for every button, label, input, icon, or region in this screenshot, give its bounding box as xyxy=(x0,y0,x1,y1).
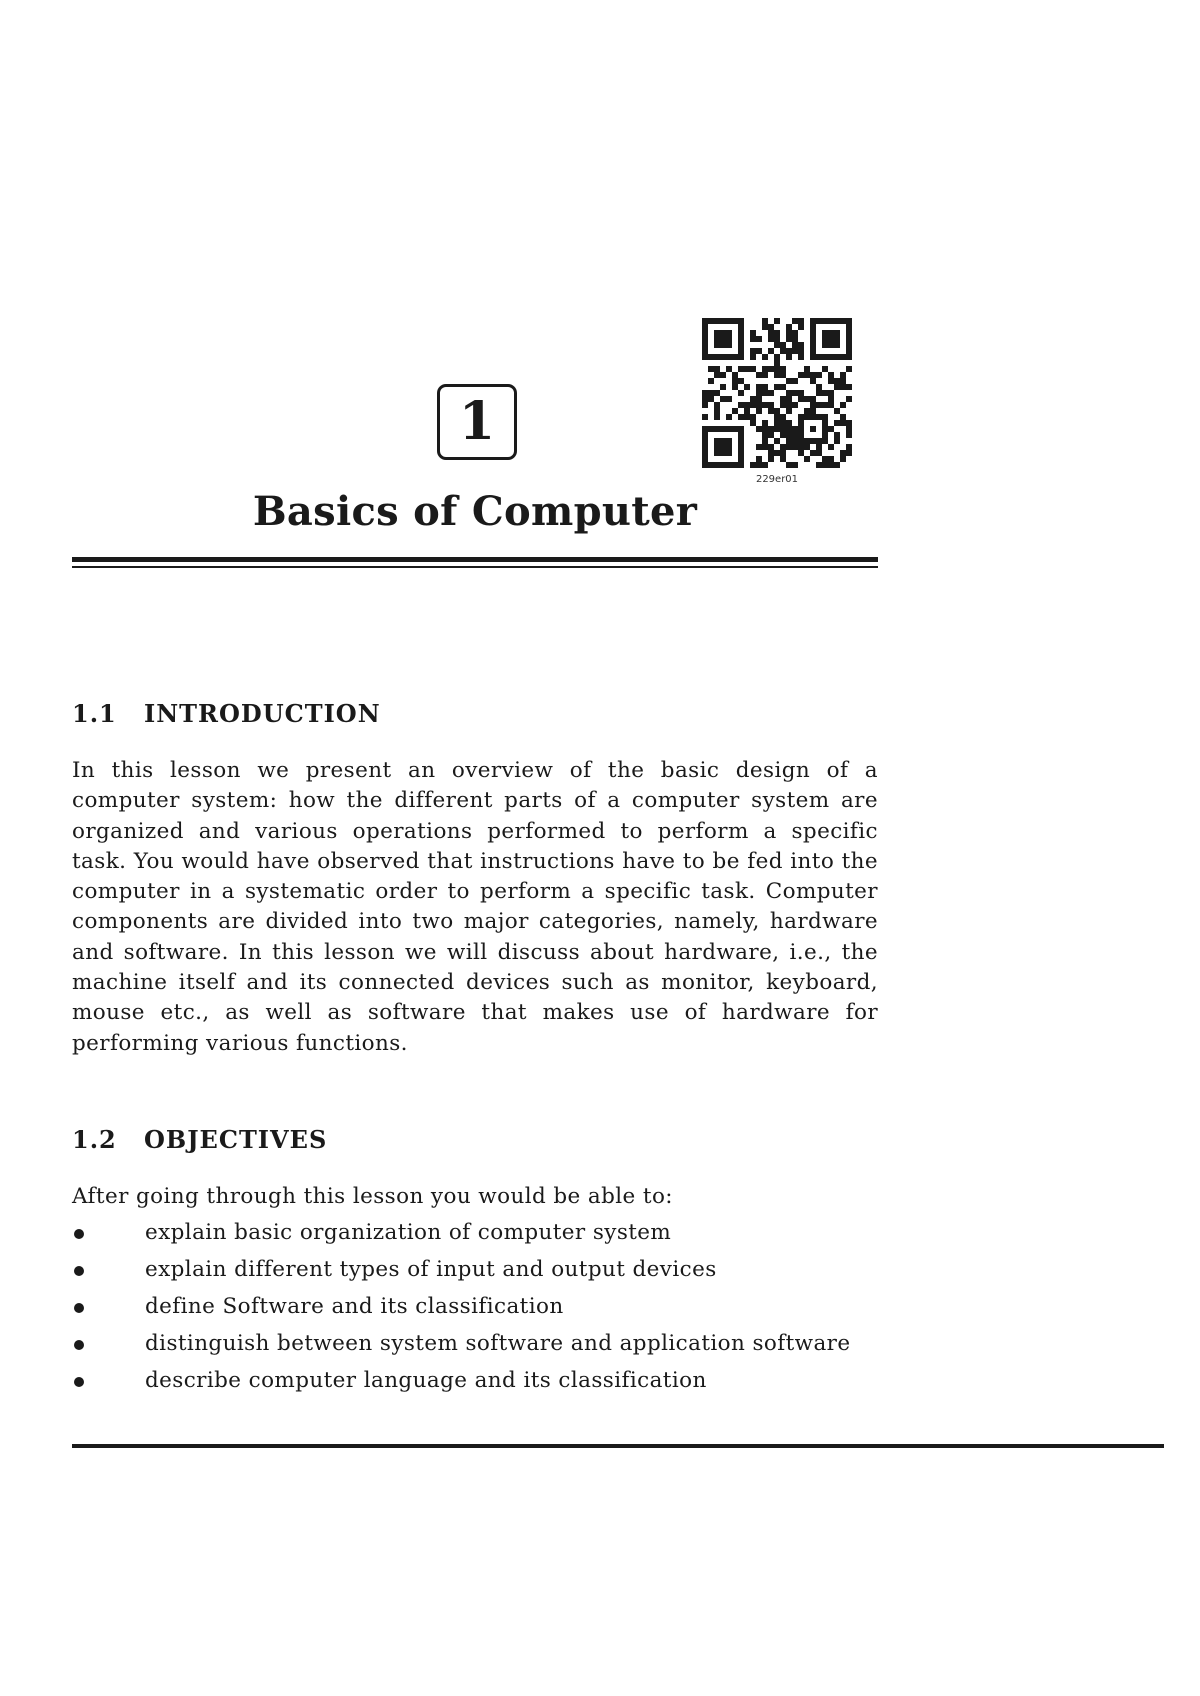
list-item xyxy=(72,1255,878,1285)
list-item-text: explain basic organization of computer system xyxy=(145,1220,672,1245)
chapter-number: 1 xyxy=(458,391,496,452)
objectives-lead: After going through this lesson you would be able to: xyxy=(72,1184,673,1209)
list-item-text: explain different types of input and output devices xyxy=(145,1257,717,1282)
section-title: INTRODUCTION xyxy=(144,699,381,728)
bullet-icon xyxy=(74,1340,84,1350)
qr-code-icon[interactable] xyxy=(702,318,852,468)
objectives-list xyxy=(72,1218,878,1403)
section-number: 1.2 xyxy=(72,1125,117,1154)
qr-code-caption: 229er01 xyxy=(755,474,799,485)
list-item xyxy=(72,1366,878,1396)
chapter-number-box xyxy=(437,384,517,460)
bullet-icon xyxy=(74,1377,84,1387)
bottom-rule xyxy=(72,1444,1164,1448)
list-item-text: define Software and its classification xyxy=(145,1294,564,1319)
list-item xyxy=(72,1292,878,1322)
bullet-icon xyxy=(74,1229,84,1239)
list-item-text: describe computer language and its classification xyxy=(145,1368,707,1393)
bullet-icon xyxy=(74,1266,84,1276)
list-item xyxy=(72,1329,878,1359)
section-number: 1.1 xyxy=(72,699,117,728)
section-title: OBJECTIVES xyxy=(144,1125,328,1154)
list-item xyxy=(72,1218,878,1248)
title-rule-thin xyxy=(72,566,878,568)
section-heading-objectives xyxy=(72,1125,327,1155)
title-rule-thick xyxy=(72,557,878,562)
list-item-text: distinguish between system software and application software xyxy=(145,1331,851,1356)
introduction-paragraph: In this lesson we present an overview of the basic design of a computer system: how the different parts of a computer system are organized and various operations performed to perform a specific task. You would have observed that instructions have to be fed into the computer in a systematic order to perform a specific task. Computer components are divided into two major categories, namely, hardware and software. In this lesson we will discuss about hardware, i.e., the machine itself and its connected devices such as monitor, keyboard, mouse etc., as well as software that makes use of hardware for performing various functions. xyxy=(72,758,878,1056)
chapter-title: Basics of Computer xyxy=(252,488,698,535)
bullet-icon xyxy=(74,1303,84,1313)
section-heading-introduction xyxy=(72,699,381,729)
